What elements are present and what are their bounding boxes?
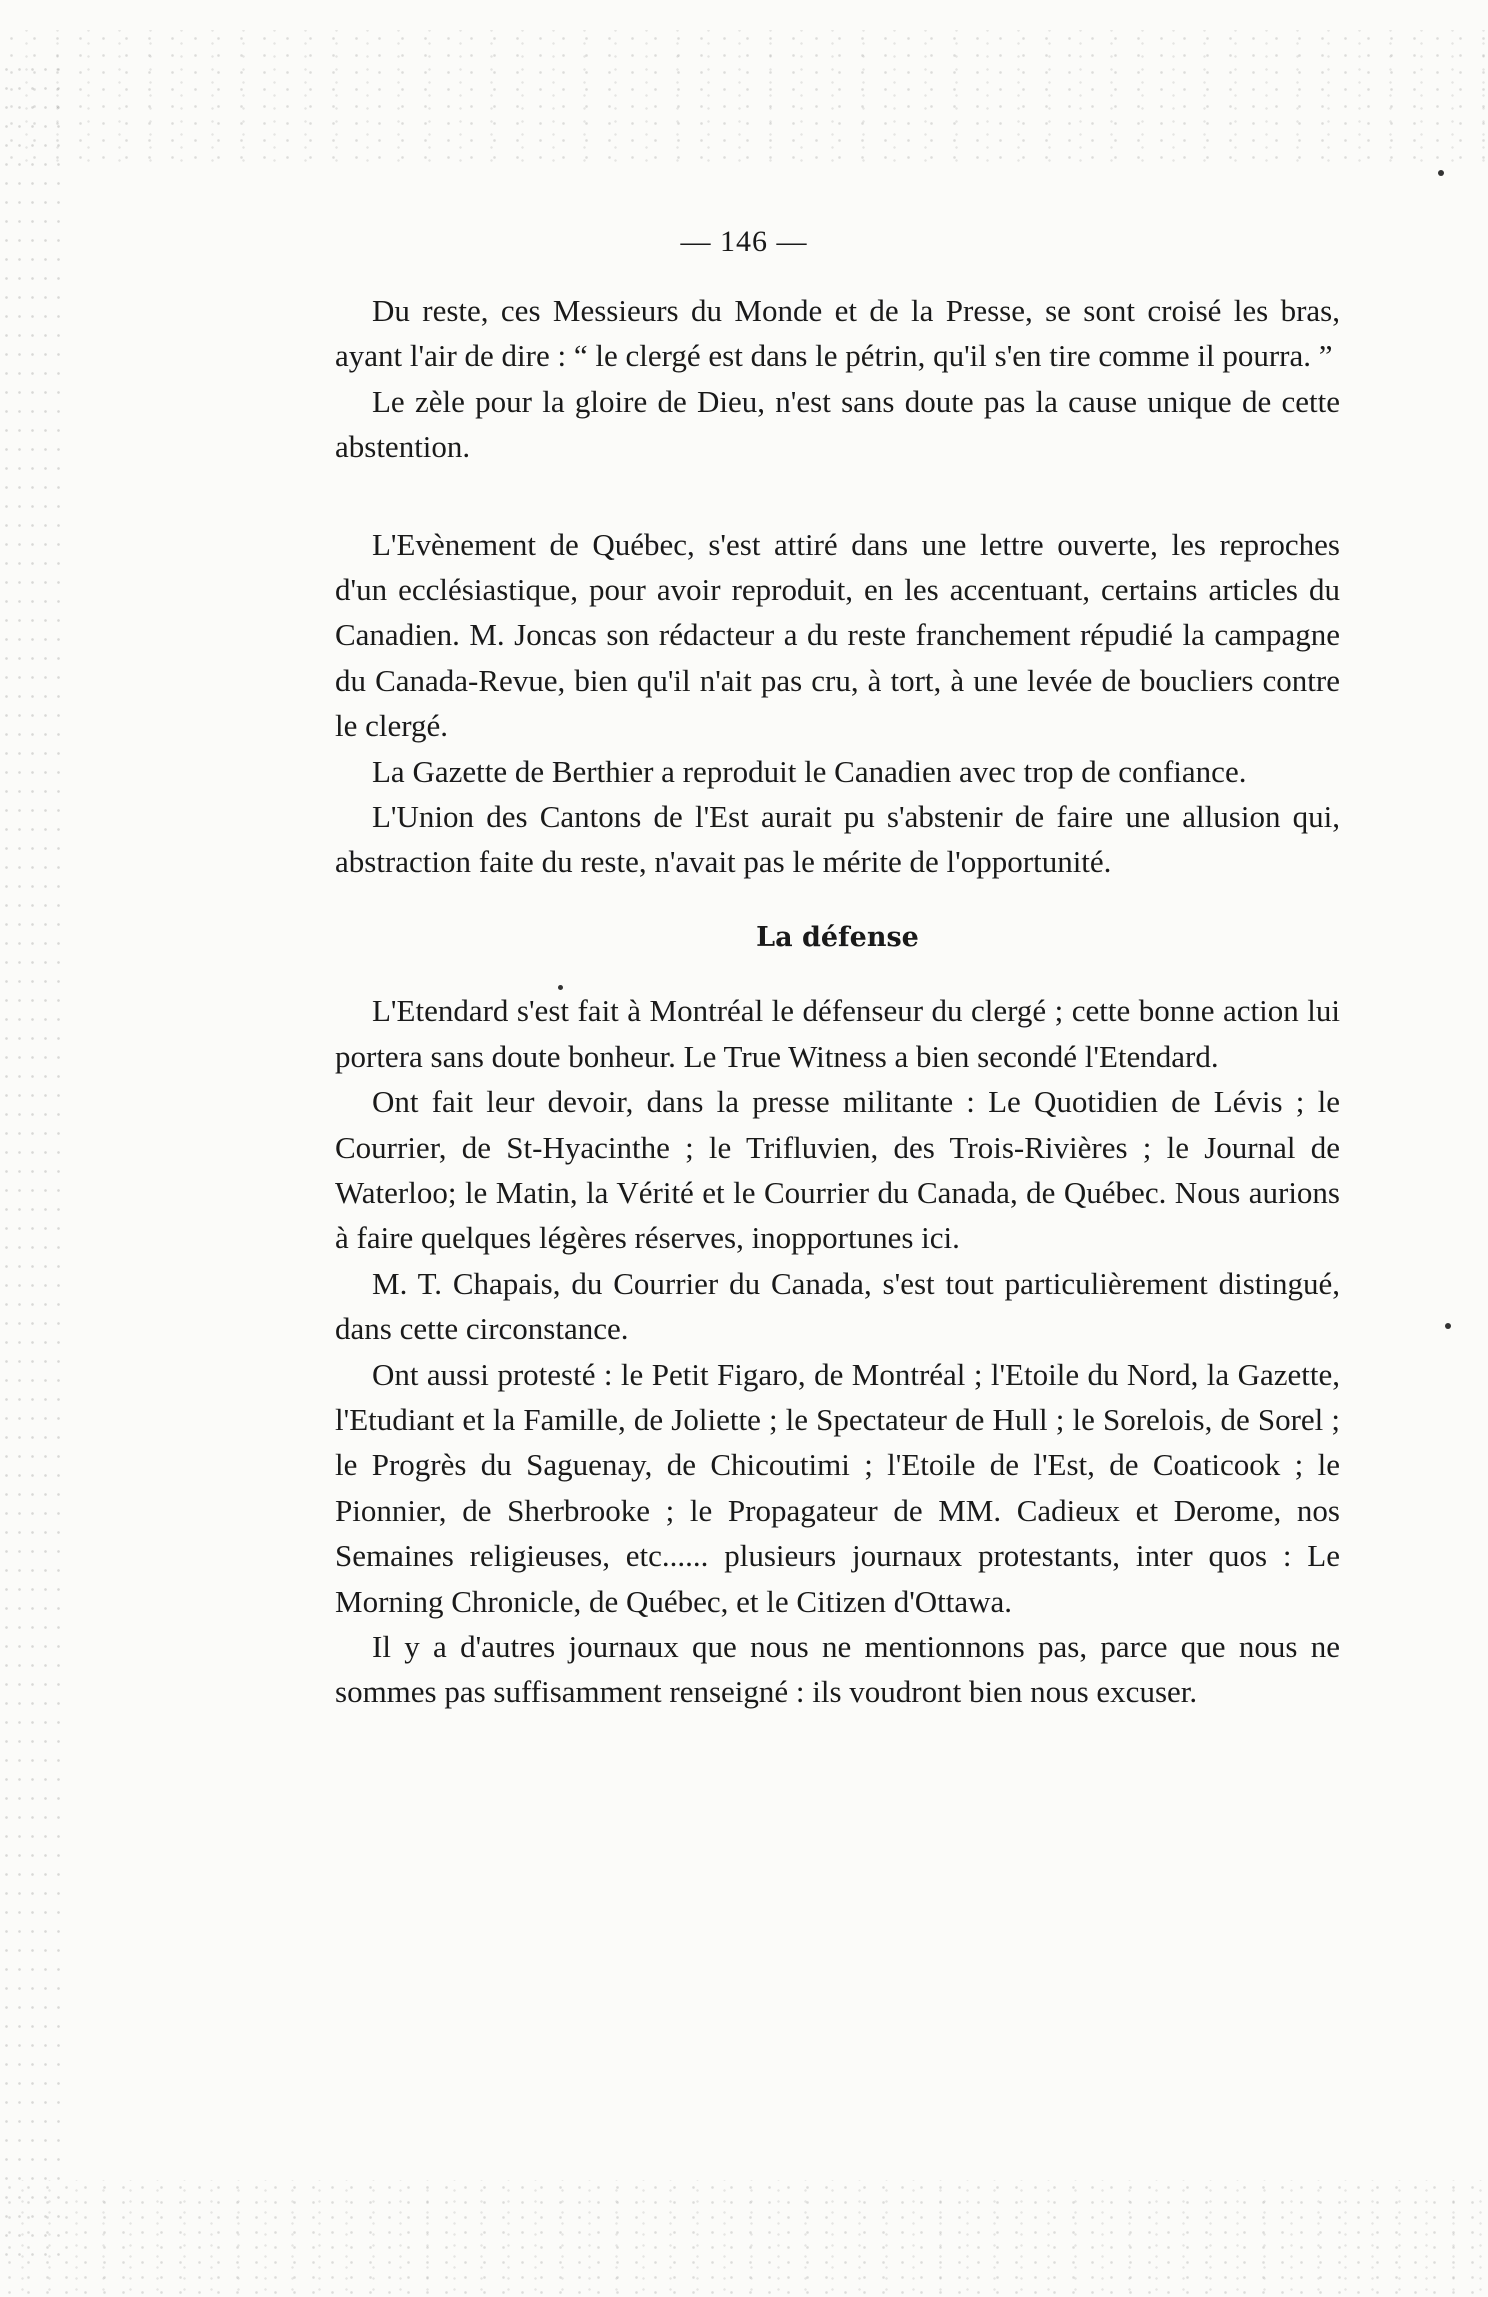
paragraph: L'Evènement de Québec, s'est attiré dans une lettre ouverte, les reproches d'un ecclésiastique, pour avoir reproduit, en les accentuant, certains articles du Canadien. M. Joncas son rédacteur a du reste franchement répudié la campagne du Canada-Revue, bien qu'il n'ait pas cru, à tort, à une levée de boucliers contre le clergé. <box>335 526 1340 744</box>
ink-dot <box>1445 1323 1451 1329</box>
paragraph: Ont fait leur devoir, dans la presse militante : Le Quotidien de Lévis ; le Courrier, de St-Hyacinthe ; le Trifluvien, des Trois-Rivières ; le Journal de Waterloo; le Matin, la Vérité et le Courrier du Canada, de Québec. Nous aurions à faire quelques légères réserves, inopportunes ici. <box>335 1084 1340 1256</box>
paragraph: L'Etendard s'est fait à Montréal le défenseur du clergé ; cette bonne action lui portera sans doute bonheur. Le True Witness a bien secondé l'Etendard. <box>335 993 1340 1074</box>
scan-noise-bottom <box>0 2180 1488 2297</box>
paragraph: Il y a d'autres journaux que nous ne mentionnons pas, parce que nous ne sommes pas suffisamment renseigné : ils voudront bien nous excuser. <box>335 1628 1340 1710</box>
section-heading: La défense <box>756 921 919 953</box>
paragraph: M. T. Chapais, du Courrier du Canada, s'est tout particulièrement distingué, dans cette circonstance. <box>335 1265 1340 1347</box>
paragraph: La Gazette de Berthier a reproduit le Canadien avec trop de confiance. <box>372 753 1247 789</box>
paragraph: L'Union des Cantons de l'Est aurait pu s'abstenir de faire une allusion qui, abstraction faite du reste, n'avait pas le mérite de l'opportunité. <box>335 799 1340 880</box>
ink-dot <box>558 985 563 990</box>
scan-noise-top <box>0 30 1488 170</box>
page-number: — 146 — <box>680 225 808 258</box>
paragraph: Ont aussi protesté : le Petit Figaro, de Montréal ; l'Etoile du Nord, la Gazette, l'Etudiant et la Famille, de Joliette ; le Spectateur de Hull ; le Sorelois, de Sorel ; le Progrès du Saguenay, de Chicoutimi ; l'Etoile de l'Est, de Coaticook ; le Pionnier, de Sherbrooke ; le Propagateur de MM. Cadieux et Derome, nos Semaines religieuses, etc...... plusieurs journaux protestants, inter quos : Le Morning Chronicle, de Québec, et le Citizen d'Ottawa. <box>335 1356 1340 1619</box>
paragraph: Le zèle pour la gloire de Dieu, n'est sans doute pas la cause unique de cette abstention. <box>335 383 1340 465</box>
scan-noise-left <box>0 60 60 2260</box>
paragraph: Du reste, ces Messieurs du Monde et de la Presse, se sont croisé les bras, ayant l'air de dire : “ le clergé est dans le pétrin, qu'il s'en tire comme il pourra. ” <box>335 293 1340 374</box>
body-text <box>335 288 1340 1715</box>
ink-dot <box>1438 170 1444 176</box>
